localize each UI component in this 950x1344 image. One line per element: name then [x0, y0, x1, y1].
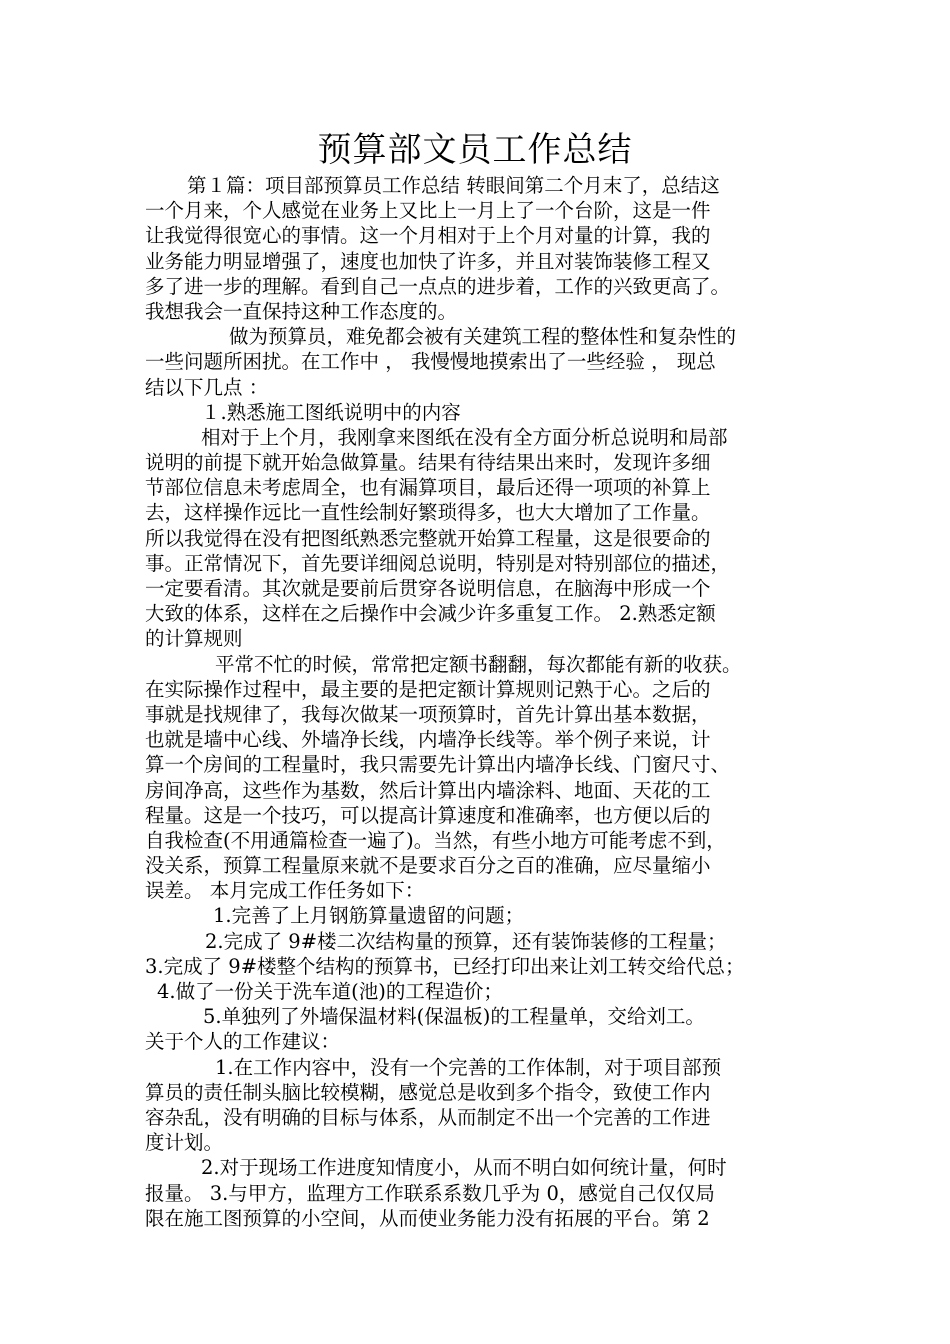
body-line: 在实际操作过程中，最主要的是把定额计算规则记熟于心。之后的	[145, 677, 711, 701]
body-line: 自我检查(不用通篇检查一遍了)。当然，有些小地方可能考虑不到，	[145, 828, 726, 852]
body-line: 程量。这是一个技巧，可以提高计算速度和准确率，也方便以后的	[145, 803, 711, 827]
body-line: 也就是墙中心线、外墙净长线，内墙净长线等。举个例子来说，计	[145, 728, 711, 752]
body-line: 算员的责任制头脑比较模糊，感觉总是收到多个指令，致使工作内	[145, 1080, 711, 1104]
body-line: 第１篇：项目部预算员工作总结 转眼间第二个月末了，总结这	[187, 174, 720, 197]
body-line: 业务能力明显增强了，速度也加快了许多，并且对装饰装修工程又	[145, 249, 711, 273]
body-line: 我想我会一直保持这种工作态度的。	[145, 299, 458, 323]
body-line: 事就是找规律了，我每次做某一项预算时，首先计算出基本数据，	[145, 702, 711, 726]
body-line: 2.完成了 9#楼二次结构量的预算，还有装饰装修的工程量；	[205, 929, 727, 953]
body-line: 让我觉得很宽心的事情。这一个月相对于上个月对量的计算，我的	[145, 224, 711, 248]
body-line: 4.做了一份关于洗车道(池)的工程造价；	[157, 980, 503, 1003]
body-line: 关于个人的工作建议：	[145, 1030, 341, 1054]
body-line: 所以我觉得在没有把图纸熟悉完整就开始算工程量，这是很要命的	[145, 526, 711, 550]
body-line: 算一个房间的工程量时，我只需要先计算出内墙净长线、门窗尺寸、	[145, 753, 731, 777]
body-line: 一些问题所困扰。在工作中 ， 我慢慢地摸索出了一些经验 ， 现总	[145, 350, 716, 374]
body-line: 一定要看清。其次就是要前后贯穿各说明信息，在脑海中形成一个	[145, 577, 711, 600]
body-line: 一个月来，个人感觉在业务上又比上一月上了一个台阶，这是一件	[145, 199, 711, 223]
body-line: 3.完成了 9#楼整个结构的预算书，已经打印出来让刘工转交给代总；	[145, 954, 745, 978]
body-line: 去，这样操作远比一直性绘制好繁琐得多，也大大增加了工作量。	[145, 501, 711, 525]
body-line: 做为预算员，难免都会被有关建筑工程的整体性和复杂性的	[229, 325, 737, 349]
body-line: 平常不忙的时候，常常把定额书翻翻，每次都能有新的收获。	[215, 652, 742, 676]
body-line: 2.对于现场工作进度知情度小，从而不明白如何统计量，何时	[201, 1156, 727, 1180]
body-line: 事。正常情况下，首先要详细阅总说明，特别是对特别部位的描述，	[145, 551, 731, 575]
document-body	[145, 173, 825, 1231]
body-line: 多了进一步的理解。看到自己一点点的进步着，工作的兴致更高了。	[145, 274, 731, 298]
body-line: 1.完善了上月钢筋算量遗留的问题；	[213, 904, 525, 928]
body-line: 5.单独列了外墙保温材料(保温板)的工程量单，交给刘工。	[203, 1005, 705, 1029]
document-title: 预算部文员工作总结	[317, 130, 633, 170]
body-line: 大致的体系，这样在之后操作中会减少许多重复工作。 2.熟悉定额	[145, 602, 716, 626]
body-line: 相对于上个月，我刚拿来图纸在没有全方面分析总说明和局部	[201, 425, 728, 449]
body-line: 误差。 本月完成工作任务如下：	[145, 879, 425, 903]
body-line: 报量。 3.与甲方，监理方工作联系系数几乎为 0，感觉自己仅仅局	[145, 1181, 715, 1205]
body-line: 节部位信息未考虑周全，也有漏算项目，最后还得一项项的补算上	[145, 476, 711, 500]
body-line: 房间净高，这些作为基数，然后计算出内墙涂料、地面、天花的工	[145, 778, 711, 802]
body-line: 的计算规则	[145, 627, 243, 651]
body-line: 没关系，预算工程量原来就不是要求百分之百的准确，应尽量缩小	[145, 854, 711, 878]
body-line: 容杂乱，没有明确的目标与体系，从而制定不出一个完善的工作进	[145, 1105, 711, 1129]
body-line: 结以下几点 ：	[145, 375, 269, 399]
body-line: 1.在工作内容中，没有一个完善的工作体制，对于项目部预	[215, 1055, 722, 1079]
body-line: 限在施工图预算的小空间，从而使业务能力没有拓展的平台。第 2	[145, 1206, 710, 1230]
body-line: １.熟悉施工图纸说明中的内容	[201, 400, 461, 424]
body-line: 说明的前提下就开始急做算量。结果有待结果出来时，发现许多细	[145, 451, 711, 475]
body-line: 度计划。	[145, 1131, 224, 1155]
